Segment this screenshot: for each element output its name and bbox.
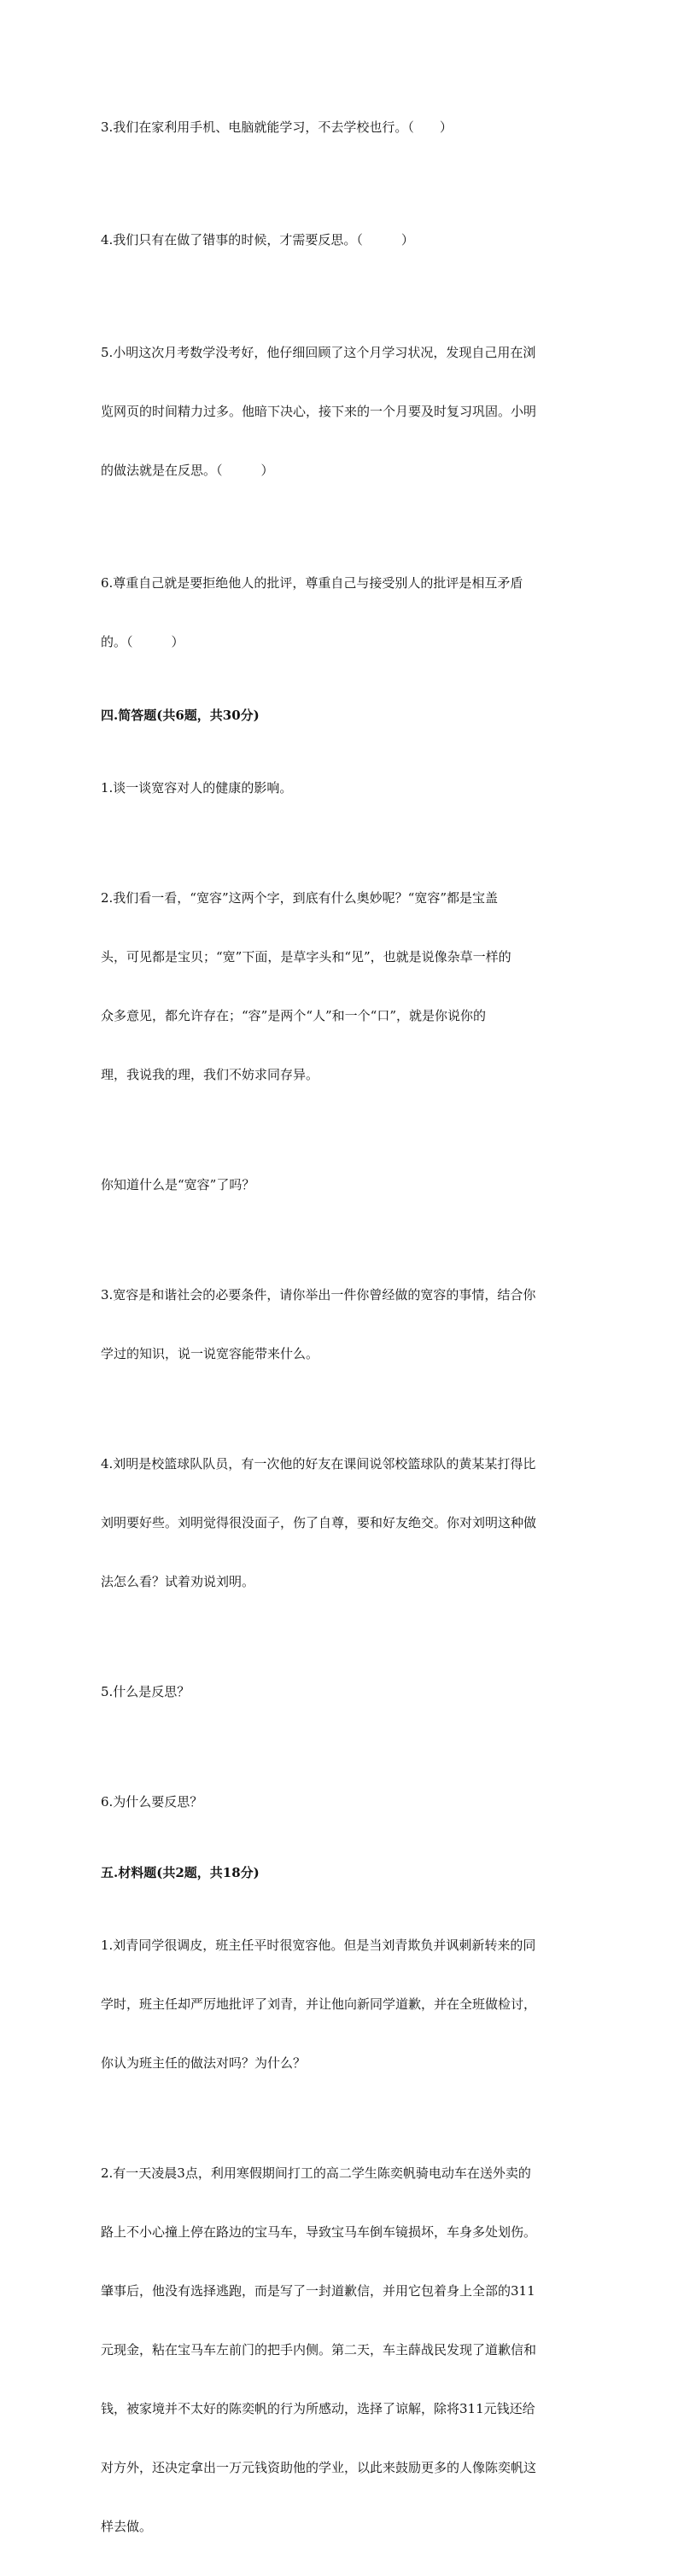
text-line: 学过的知识，说一说宽容能带来什么。 — [101, 1346, 319, 1361]
text-line: 学时，班主任却严厉地批评了刘青，并让他向新同学道歉，并在全班做检讨， — [101, 1996, 537, 2012]
text-line: 对方外，还决定拿出一万元钱资助他的学业，以此来鼓励更多的人像陈奕帆这 — [101, 2460, 537, 2475]
text-line: 元现金，粘在宝马车左前门的把手内侧。第二天，车主薛战民发现了道歉信和 — [101, 2342, 537, 2357]
text-line: 1.刘青同学很调皮，班主任平时很宽容他。但是当刘青欺负并讽刺新转来的同 — [101, 1938, 536, 1953]
text-line: 览网页的时间精力过多。他暗下决心，接下来的一个月要及时复习巩固。小明 — [101, 404, 537, 419]
text-line: 的。（ ） — [101, 634, 184, 650]
short-answer-q2-question — [101, 1136, 593, 1234]
text-line: 4.刘明是校篮球队队员，有一次他的好友在课间说邻校篮球队的黄某某打得比 — [101, 1456, 536, 1472]
text-line: 4.我们只有在做了错事的时候，才需要反思。（ ） — [101, 232, 414, 248]
text-line: 1.谈一谈宽容对人的健康的影响。 — [101, 780, 293, 796]
question-tf-6 — [101, 534, 593, 691]
short-answer-q6 — [101, 1753, 593, 1851]
text-line: 刘明要好些。刘明觉得很没面子，伤了自尊，要和好友绝交。你对刘明这种做 — [101, 1515, 537, 1530]
question-tf-5 — [101, 304, 593, 520]
text-line: 2.有一天凌晨3点，利用寒假期间打工的高二学生陈奕帆骑电动车在送外卖的 — [101, 2165, 531, 2181]
text-line: 6.尊重自己就是要拒绝他人的批评，尊重自己与接受别人的批评是相互矛盾 — [101, 575, 523, 591]
section-title-short-answer: 四.简答题(共6题，共30分) — [101, 708, 260, 723]
text-line: 理，我说我的理，我们不妨求同存异。 — [101, 1067, 319, 1082]
short-answer-q2 — [101, 849, 593, 1124]
short-answer-q4 — [101, 1415, 593, 1631]
question-tf-3 — [101, 79, 593, 177]
short-answer-q3 — [101, 1246, 593, 1403]
text-line: 样去做。 — [101, 2519, 153, 2534]
text-line: 头，可见都是宝贝；“宽”下面，是草字头和“见”，也就是说像杂草一样的 — [101, 949, 511, 965]
text-line: 的做法就是在反思。（ ） — [101, 463, 274, 478]
text-line: 2.我们看一看，“宽容”这两个字，到底有什么奥妙呢？“宽容”都是宝盖 — [101, 890, 498, 906]
text-line: 5.小明这次月考数学没考好，他仔细回顾了这个月学习状况，发现自己用在浏 — [101, 345, 536, 360]
text-line: 6.为什么要反思？ — [101, 1794, 203, 1810]
text-line: 法怎么看？试着劝说刘明。 — [101, 1574, 255, 1589]
short-answer-q5 — [101, 1643, 593, 1741]
text-line: 你知道什么是“宽容”了吗？ — [101, 1177, 255, 1192]
text-line: 你认为班主任的做法对吗？为什么？ — [101, 2055, 307, 2071]
text-line: 众多意见，都允许存在；“容”是两个“人”和一个“口”，就是你说你的 — [101, 1008, 487, 1023]
text-line: 路上不小心撞上停在路边的宝马车，导致宝马车倒车镜损坏，车身多处划伤。 — [101, 2224, 537, 2240]
section-title-material: 五.材料题(共2题，共18分) — [101, 1865, 260, 1880]
text-line: 5.什么是反思？ — [101, 1684, 190, 1699]
text-line: 3.我们在家利用手机、电脑就能学习，不去学校也行。（ ） — [101, 119, 453, 135]
material-q2 — [101, 2124, 593, 2576]
text-line: 钱，被家境并不太好的陈奕帆的行为所感动，选择了谅解，除将311元钱还给 — [101, 2401, 535, 2416]
question-tf-4 — [101, 191, 593, 289]
text-line: 3.宽容是和谐社会的必要条件，请你举出一件你曾经做的宽容的事情，结合你 — [101, 1287, 536, 1303]
text-line: 肇事后，他没有选择逃跑，而是写了一封道歉信，并用它包着身上全部的311 — [101, 2283, 535, 2299]
material-q1 — [101, 1897, 593, 2113]
short-answer-q1 — [101, 739, 593, 837]
